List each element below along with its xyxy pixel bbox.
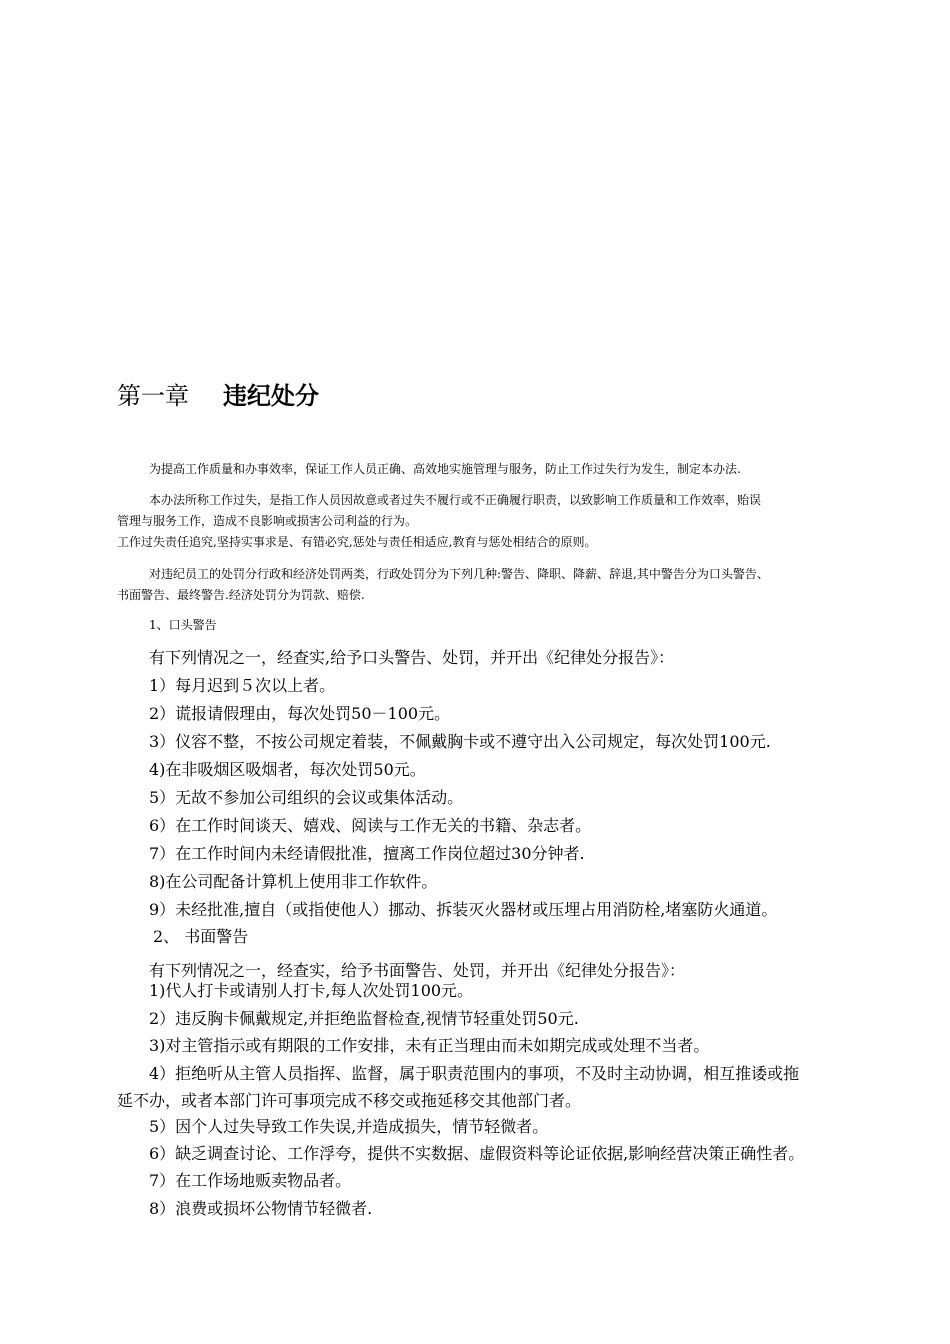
section-2-lead: 有下列情况之一，经查实，给予书面警告、处罚，并开出《纪律处分报告》： — [149, 961, 686, 980]
list-item: 8）浪费或损坏公物情节轻微者. — [149, 1199, 373, 1218]
list-item: 3)对主管指示或有期限的工作安排，未有正当理由而未如期完成或处理不当者。 — [149, 1036, 710, 1055]
list-item: 8)在公司配备计算机上使用非工作软件。 — [149, 872, 438, 891]
list-item: 7）在工作场地贩卖物品者。 — [149, 1171, 352, 1190]
list-item: 4）拒绝听从主管人员指挥、监督，属于职责范围内的事项，不及时主动协调，相互推诿或拖 — [149, 1064, 800, 1083]
list-item: 6）在工作时间谈天、嬉戏、阅读与工作无关的书籍、杂志者。 — [149, 816, 592, 835]
intro-paragraph-2-line-2: 管理与服务工作，造成不良影响或损害公司利益的行为。 — [117, 514, 418, 528]
list-item: 6）缺乏调查讨论、工作浮夸，提供不实数据、虚假资料等论证依据,影响经营决策正确性者。 — [149, 1144, 805, 1163]
list-item: 7）在工作时间内未经请假批准，擅离工作岗位超过30分钟者. — [149, 844, 585, 863]
list-item: 1）每月迟到５次以上者。 — [149, 676, 336, 695]
section-2-heading: 2、 书面警告 — [153, 927, 249, 946]
list-item: 9）未经批准,擅自（或指使他人）挪动、拆装灭火器材或压埋占用消防栓,堵塞防火通道。 — [149, 900, 778, 919]
list-item: 5）无故不参加公司组织的会议或集体活动。 — [149, 788, 464, 807]
list-item: 5）因个人过失导致工作失误,并造成损失，情节轻微者。 — [149, 1117, 549, 1136]
list-item: 4)在非吸烟区吸烟者，每次处罚50元。 — [149, 760, 426, 779]
section-1-heading: 1、口头警告 — [149, 618, 217, 632]
intro-paragraph-2-line-1: 本办法所称工作过失，是指工作人员因故意或者过失不履行或不正确履行职责，以致影响工作质量和工作效率，贻误 — [149, 493, 762, 507]
intro-paragraph-3: 工作过失责任追究,坚持实事求是、有错必究,惩处与责任相适应,教育与惩处相结合的原则。 — [117, 535, 597, 549]
list-item: 1)代人打卡或请别人打卡,每人次处罚100元。 — [149, 981, 474, 1000]
intro-paragraph-4-line-2: 书面警告、最终警告.经济处罚分为罚款、赔偿. — [117, 588, 365, 602]
chapter-title — [117, 380, 319, 412]
chapter-name: 违纪处分 — [223, 381, 319, 410]
list-item-continuation: 延不办，或者本部门许可事项完成不移交或拖延移交其他部门者。 — [117, 1091, 582, 1110]
intro-paragraph-4-line-1: 对违纪员工的处罚分行政和经济处罚两类，行政处罚分为下列几种:警告、降职、降薪、辞退,其中警告分为口头警告、 — [149, 567, 769, 581]
list-item: 2）违反胸卡佩戴规定,并拒绝监督检查,视情节轻重处罚50元. — [149, 1009, 579, 1028]
list-item: 2）谎报请假理由，每次处罚50－100元。 — [149, 704, 451, 723]
intro-paragraph-1: 为提高工作质量和办事效率，保证工作人员正确、高效地实施管理与服务，防止工作过失行为发生，制定本办法. — [149, 462, 741, 476]
list-item: 3）仪容不整，不按公司规定着装，不佩戴胸卡或不遵守出入公司规定，每次处罚100元. — [149, 732, 771, 751]
section-1-lead: 有下列情况之一，经查实,给予口头警告、处罚，并开出《纪律处分报告》： — [149, 648, 675, 667]
chapter-number: 第一章 — [117, 382, 189, 410]
